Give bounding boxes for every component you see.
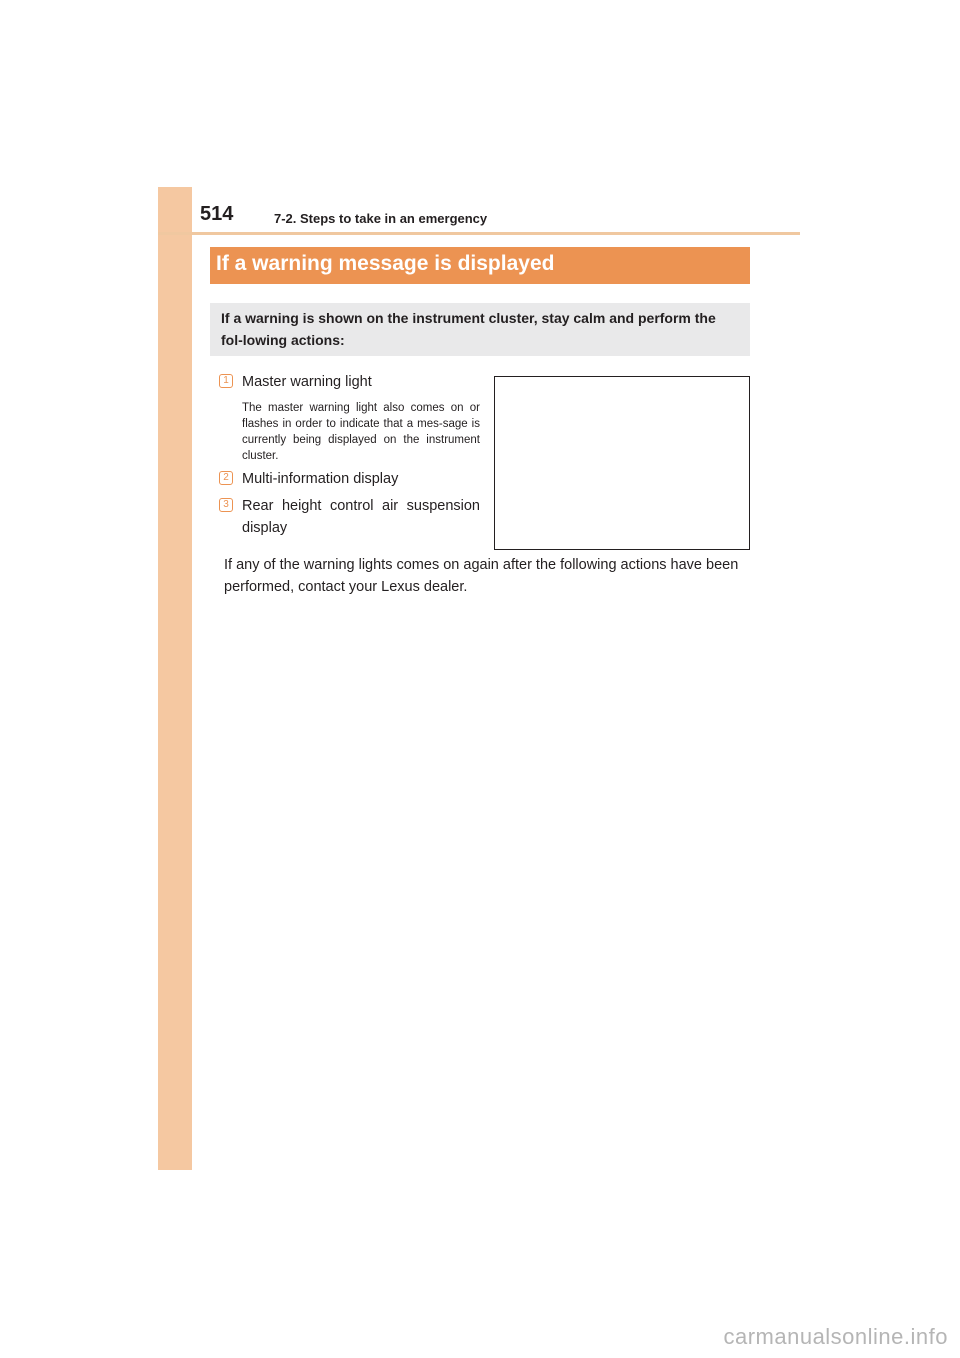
section-banner [210, 247, 750, 284]
body-paragraph: If any of the warning lights comes on again after the following actions have been performed, contact your Lexus dealer. [224, 557, 739, 595]
page-number: 514 [200, 203, 234, 225]
item-number-badge: 1 [219, 374, 233, 388]
item-note: The master warning light also comes on or flashes in order to indicate that a mes-sage is currently being displayed on the instrument cluster. [242, 402, 480, 462]
section-title: If a warning message is displayed [216, 252, 555, 275]
item-label: Rear height control air suspension display [242, 498, 480, 536]
intro-text: If a warning is shown on the instrument cluster, stay calm and perform the fol-lowing actions: [221, 310, 716, 348]
header-divider [158, 232, 800, 235]
item-number-badge: 2 [219, 471, 233, 485]
chapter-side-tab [158, 187, 192, 1170]
illustration-frame [494, 376, 750, 550]
item-label: Multi-information display [242, 471, 399, 487]
item-number-badge: 3 [219, 498, 233, 512]
watermark: carmanualsonline.info [723, 1324, 948, 1349]
chapter-title: 7-2. Steps to take in an emergency [274, 211, 488, 226]
item-label: Master warning light [242, 374, 372, 390]
intro-box [210, 303, 750, 356]
